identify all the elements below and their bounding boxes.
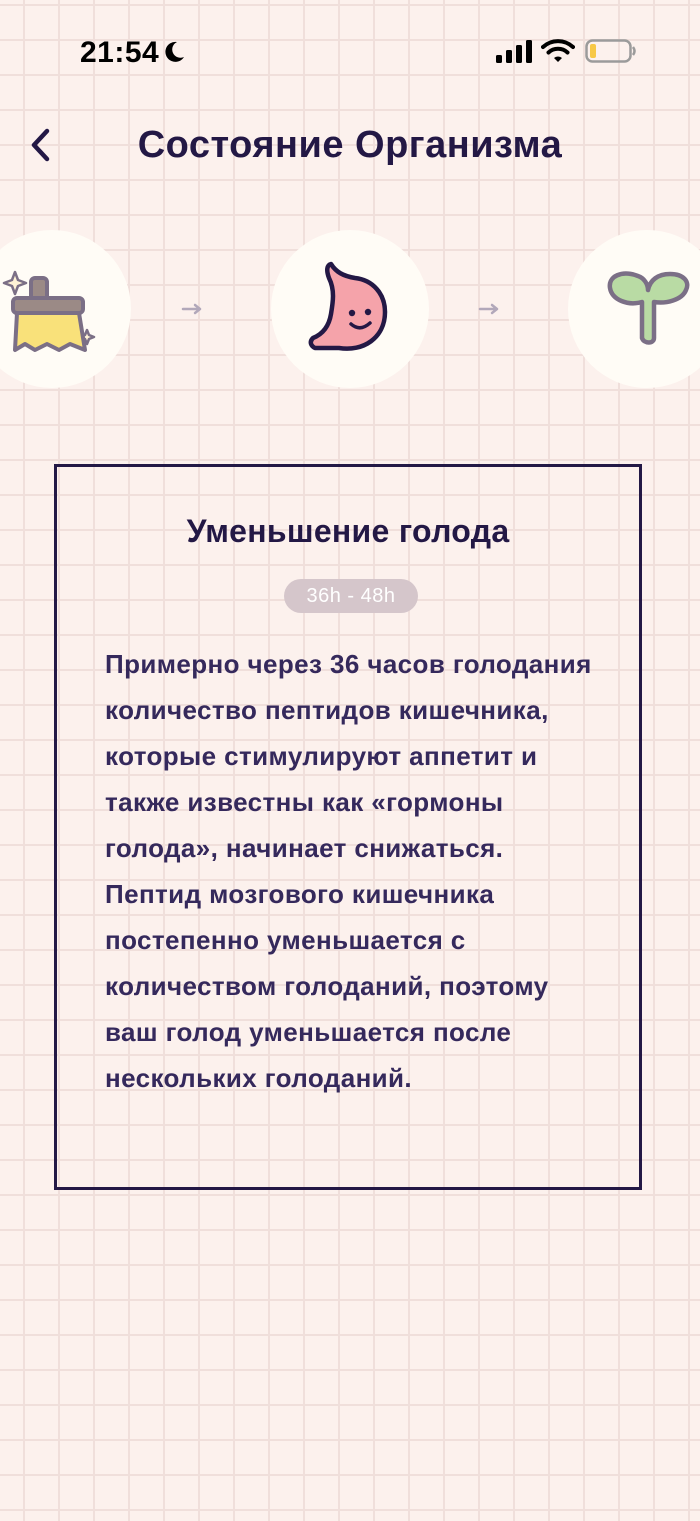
sprout-icon	[568, 230, 700, 388]
broom-icon	[0, 230, 131, 388]
chevron-left-icon	[22, 120, 62, 170]
status-time: 21:54	[80, 36, 160, 69]
stage-next[interactable]	[568, 230, 700, 388]
back-button[interactable]	[22, 120, 62, 170]
wifi-icon	[541, 38, 575, 64]
stage-current[interactable]	[271, 230, 429, 388]
card-title: Уменьшение голода	[186, 513, 510, 549]
arrow-right-icon	[181, 300, 203, 318]
stomach-icon	[271, 230, 429, 388]
arrow-right-icon	[478, 300, 500, 318]
stage-previous[interactable]	[0, 230, 131, 388]
card-description: Примерно через 36 часов голодания количество пептидов кишечника, которые стимулируют аппетит и также известны как «гормоны голода», начинает снижаться. Пептид мозгового кишечника постепенно уменьшается с количеством голоданий, поэтому ваш голод уменьшается после нескольких голоданий.	[105, 649, 592, 1093]
info-card	[54, 464, 642, 1190]
status-bar	[0, 0, 700, 100]
signal-icon	[496, 40, 532, 64]
time-range-badge: 36h - 48h	[284, 579, 418, 613]
page-title: Состояние Организма	[137, 124, 563, 166]
moon-icon	[162, 40, 186, 64]
battery-icon	[585, 38, 637, 64]
